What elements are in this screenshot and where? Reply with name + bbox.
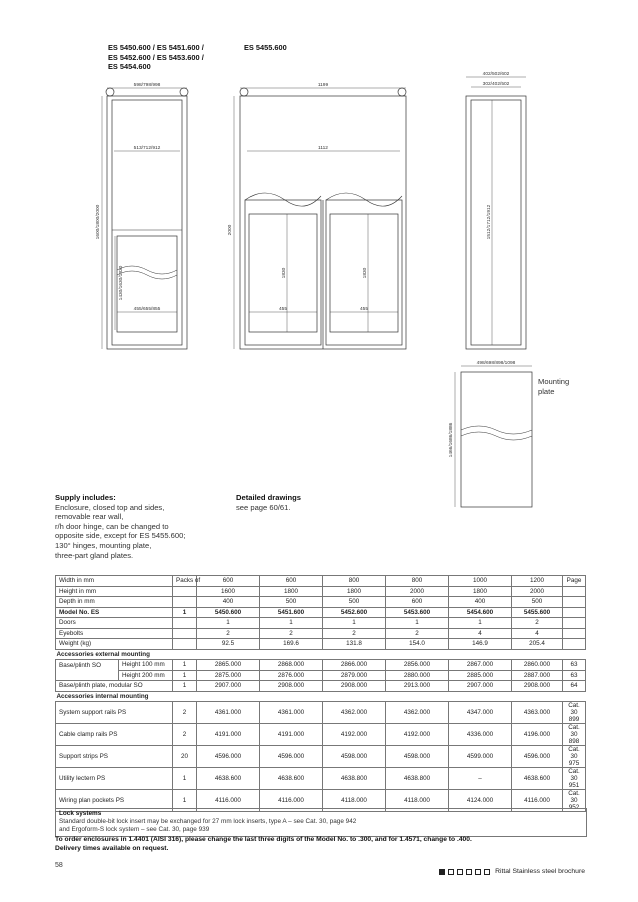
heading-left-line2: ES 5452.600 / ES 5453.600 /	[108, 52, 204, 62]
dim-inner-double: 1112	[318, 146, 328, 151]
dim-door-height-left: 1830	[282, 267, 287, 279]
specification-table	[55, 575, 586, 812]
eyebolt-icon	[398, 88, 406, 96]
supply-line: r/h door hinge, can be changed to	[55, 521, 169, 531]
dim-door-width-left: 455	[278, 307, 288, 312]
dim-plate-height: 1430/1630/1830	[119, 265, 124, 301]
note-line: Delivery times available on request.	[55, 845, 169, 852]
square-filled-icon	[439, 869, 445, 875]
ordering-note	[55, 835, 472, 853]
table-row: Cable clamp rails PS 2 4191.000 4191.000 4192.000 4192.000 4336.000 4196.000 Cat. 30 898	[56, 724, 586, 746]
lock-line: and Ergoform-S lock system – see Cat. 30, page 939	[59, 826, 210, 833]
table-row: Height 200 mm 1 2875.000 2876.000 2879.000 2880.000 2885.000 2887.000 63	[56, 670, 586, 681]
supply-line: three-part gland plates.	[55, 550, 134, 560]
table-row: Depth in mm 400 500 500 600 400 500	[56, 597, 586, 608]
dim-door-height-right: 1830	[363, 267, 368, 279]
footer	[439, 868, 585, 875]
square-outline-icon	[475, 869, 481, 875]
page-number: 58	[55, 862, 63, 869]
heading-model-right: ES 5455.600	[244, 43, 287, 52]
table-row: Support strips PS 20 4596.000 4596.000 4598.000 4598.000 4599.000 4596.000 Cat. 30 975	[56, 746, 586, 768]
footer-text: Rittal Stainless steel brochure	[495, 868, 585, 875]
table-row: Wiring plan pockets PS 1 4116.000 4116.000 4118.000 4118.000 4124.000 4116.000 Cat. 30 952	[56, 790, 586, 812]
square-outline-icon	[484, 869, 490, 875]
dim-plate-width: 498/698/898/1098	[476, 361, 516, 366]
section-heading: Accessories internal mounting	[56, 692, 149, 700]
table-row: Eyebolts 2 2 2 2 4 4	[56, 628, 586, 639]
side-view-outline	[466, 96, 526, 349]
table-row: Base/plinth plate, modular SO 1 2907.000 2908.000 2908.000 2913.000 2907.000 2908.000 64	[56, 681, 586, 692]
note-line: To order enclosures in 1.4401 (AISI 316), please change the last three digits of the Model No. to .300, and for 1.4571, change to .400.	[55, 836, 472, 843]
dim-plate-h: 1466/1686/1886	[449, 422, 454, 458]
table-row: Base/plinth SO Height 100 mm 1 2865.000 2868.000 2866.000 2856.000 2867.000 2860.000 63	[56, 660, 586, 671]
dim-height-double: 2000	[228, 224, 233, 236]
dim-inner-single: 513/712/912	[133, 146, 161, 151]
lock-line: Standard double-bit lock insert may be exchanged for 27 mm lock inserts, type A – see Cat. 30, page 942	[59, 818, 357, 825]
square-outline-icon	[448, 869, 454, 875]
table-row: Height in mm 1600 1800 1800 2000 1800 2000	[56, 586, 586, 597]
drawings-ref: see page 60/61.	[236, 502, 291, 512]
table-row: Weight (kg) 92.5 169.6 131.8 154.0 146.9 205.4	[56, 639, 586, 650]
table-row: System support rails PS 2 4361.000 4361.000 4362.000 4362.000 4347.000 4363.000 Cat. 30 899	[56, 702, 586, 724]
table-row-model: Model No. ES 1 5450.600 5451.600 5452.600 5453.600 5454.600 5455.600	[56, 607, 586, 618]
lock-systems-box	[55, 808, 587, 837]
heading-left-line3: ES 5454.600	[108, 62, 151, 71]
eyebolt-icon	[106, 88, 114, 96]
detailed-drawings	[236, 493, 301, 512]
table-row: Utility lectern PS 1 4638.600 4638.600 4638.800 4638.800 – 4638.600 Cat. 30 951	[56, 768, 586, 790]
supply-line: removable rear wall,	[55, 512, 124, 522]
supply-title: Supply includes:	[55, 493, 116, 502]
dim-bottom-single: 455/655/855	[133, 307, 161, 312]
supply-line: opposite side, except for ES 5455.600;	[55, 531, 186, 541]
table-row: Width in mm Packs of 600 600 800 800 1000 1200 Page	[56, 576, 586, 587]
mounting-plate-label-2: plate	[538, 387, 555, 396]
dim-side-depth-inner: 302/402/502	[482, 82, 510, 87]
dim-height-single: 1600/1800/2000	[96, 204, 101, 240]
square-outline-icon	[457, 869, 463, 875]
dim-width-double: 1199	[317, 83, 329, 88]
square-outline-icon	[466, 869, 472, 875]
section-heading: Accessories external mounting	[56, 650, 150, 658]
table-row: Doors 1 1 1 1 1 2	[56, 618, 586, 629]
single-mounting-plate	[117, 236, 177, 332]
eyebolt-icon	[240, 88, 248, 96]
supply-line: 130° hinges, mounting plate,	[55, 540, 152, 550]
lock-title: Lock systems	[59, 810, 102, 817]
supply-line: Enclosure, closed top and sides,	[55, 502, 165, 512]
drawings-title: Detailed drawings	[236, 493, 301, 502]
dim-side-depth-outer: 402/502/602	[482, 72, 510, 77]
mounting-plate-label: Mounting	[538, 377, 570, 386]
eyebolt-icon	[180, 88, 188, 96]
supply-includes	[55, 493, 185, 560]
dim-width-single: 598/798/998	[133, 83, 161, 88]
heading-left-line1: ES 5450.600 / ES 5451.600 /	[108, 43, 204, 52]
dim-door-width-right: 455	[359, 307, 369, 312]
dim-side-height: 1512/1712/1912	[487, 204, 492, 240]
